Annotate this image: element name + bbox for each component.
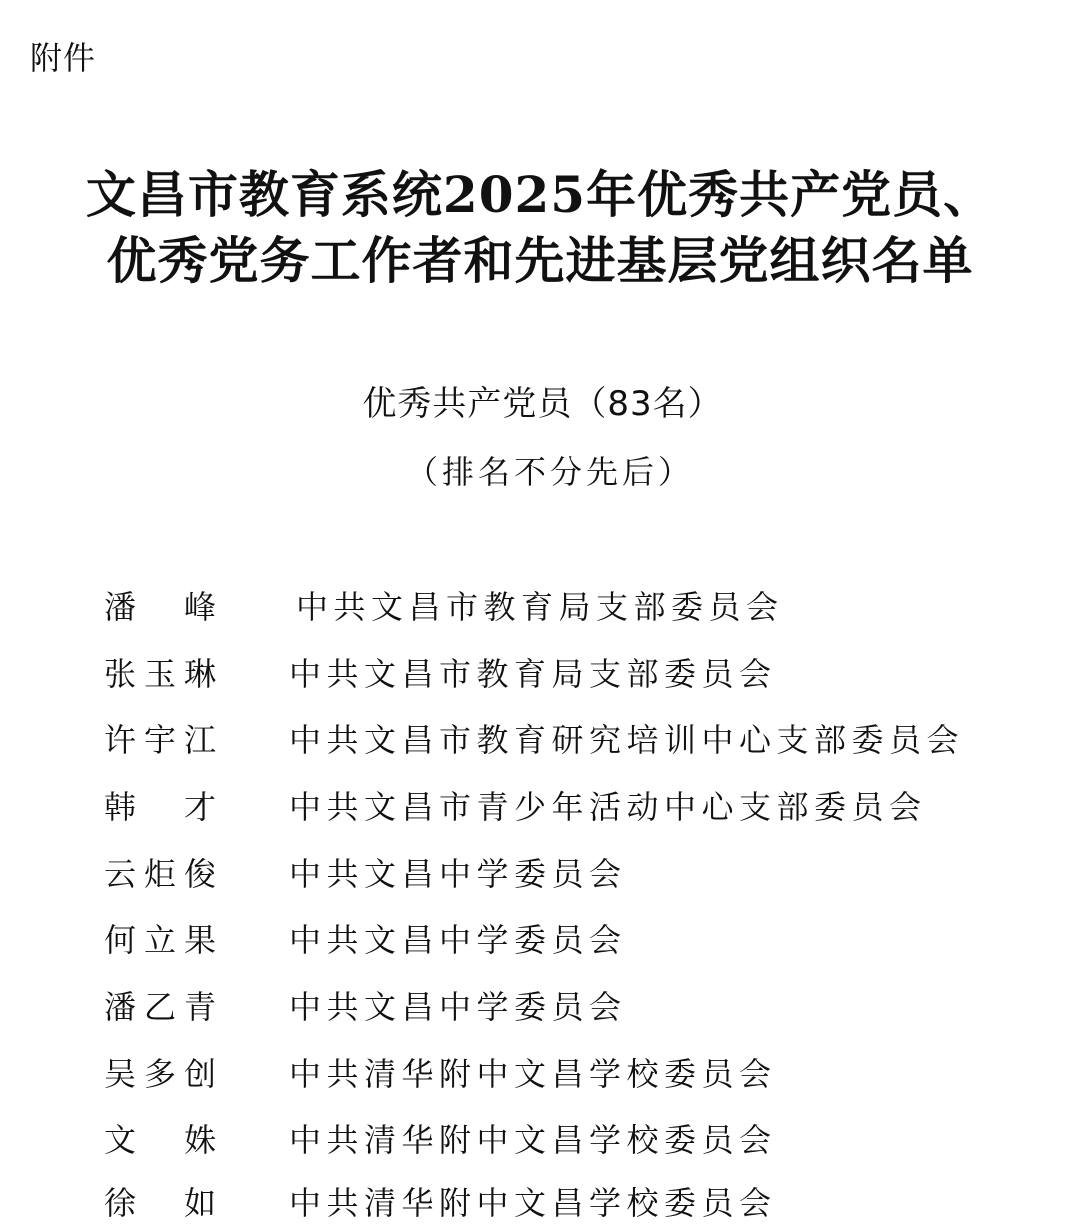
member-organization: 中共文昌市教育研究培训中心支部委员会 xyxy=(289,721,965,759)
member-name xyxy=(104,582,216,632)
member-organization: 中共文昌中学委员会 xyxy=(289,855,627,893)
member-organization: 中共文昌市教育局支部委员会 xyxy=(296,588,784,626)
member-name-char: 立 xyxy=(143,921,176,959)
list-item xyxy=(0,982,1080,1032)
member-name xyxy=(104,649,216,699)
member-name-char: 潘 xyxy=(104,588,137,626)
member-name xyxy=(104,915,216,965)
list-item xyxy=(0,649,1080,699)
list-item xyxy=(0,782,1080,832)
member-name-char: 吴 xyxy=(104,1055,137,1093)
member-name-char: 江 xyxy=(183,721,216,759)
member-name-char: 文 xyxy=(104,1121,137,1159)
member-name-char: 徐 xyxy=(104,1184,137,1222)
member-name xyxy=(104,1049,216,1099)
member-name xyxy=(104,1115,216,1165)
member-name xyxy=(104,715,216,765)
section-note: （排名不分先后） xyxy=(405,453,694,491)
member-name-char: 如 xyxy=(183,1184,216,1222)
member-organization: 中共清华附中文昌学校委员会 xyxy=(289,1121,777,1159)
member-organization: 中共文昌市青少年活动中心支部委员会 xyxy=(289,788,927,826)
member-name-char: 炬 xyxy=(143,855,176,893)
document-title-line-1: 文昌市教育系统2025年优秀共产党员、 xyxy=(85,165,995,224)
member-organization: 中共清华附中文昌学校委员会 xyxy=(289,1055,777,1093)
member-name-char: 琳 xyxy=(183,655,216,693)
member-name-char: 玉 xyxy=(143,655,176,693)
member-name-char: 张 xyxy=(104,655,137,693)
member-name-char: 姝 xyxy=(183,1121,216,1159)
member-name-char: 果 xyxy=(183,921,216,959)
attachment-label: 附件 xyxy=(30,39,97,77)
member-name-char: 韩 xyxy=(104,788,137,826)
member-name-char: 何 xyxy=(104,921,137,959)
member-name xyxy=(104,782,216,832)
list-item xyxy=(0,1178,1080,1228)
list-item xyxy=(0,1049,1080,1099)
member-name-char: 俊 xyxy=(183,855,216,893)
list-item xyxy=(0,715,1080,765)
list-item xyxy=(0,582,1080,632)
document-title-line-2: 优秀党务工作者和先进基层党组织名单 xyxy=(106,231,974,290)
member-name-char: 云 xyxy=(104,855,137,893)
member-name xyxy=(104,1178,216,1228)
section-heading: 优秀共产党员（83名） xyxy=(362,384,723,424)
member-name-char: 创 xyxy=(183,1055,216,1093)
member-name xyxy=(104,982,216,1032)
member-name xyxy=(104,849,216,899)
member-organization: 中共文昌市教育局支部委员会 xyxy=(289,655,777,693)
list-item xyxy=(0,1115,1080,1165)
member-name-char: 多 xyxy=(143,1055,176,1093)
member-name-char: 峰 xyxy=(183,588,216,626)
member-name-char: 许 xyxy=(104,721,137,759)
member-organization: 中共文昌中学委员会 xyxy=(289,921,627,959)
member-organization: 中共文昌中学委员会 xyxy=(289,988,627,1026)
member-name-char: 才 xyxy=(183,788,216,826)
member-name-char: 潘 xyxy=(104,988,137,1026)
list-item xyxy=(0,915,1080,965)
list-item xyxy=(0,849,1080,899)
member-name-char: 宇 xyxy=(143,721,176,759)
member-name-char: 乙 xyxy=(143,988,176,1026)
member-name-char: 青 xyxy=(183,988,216,1026)
member-organization: 中共清华附中文昌学校委员会 xyxy=(289,1184,777,1222)
